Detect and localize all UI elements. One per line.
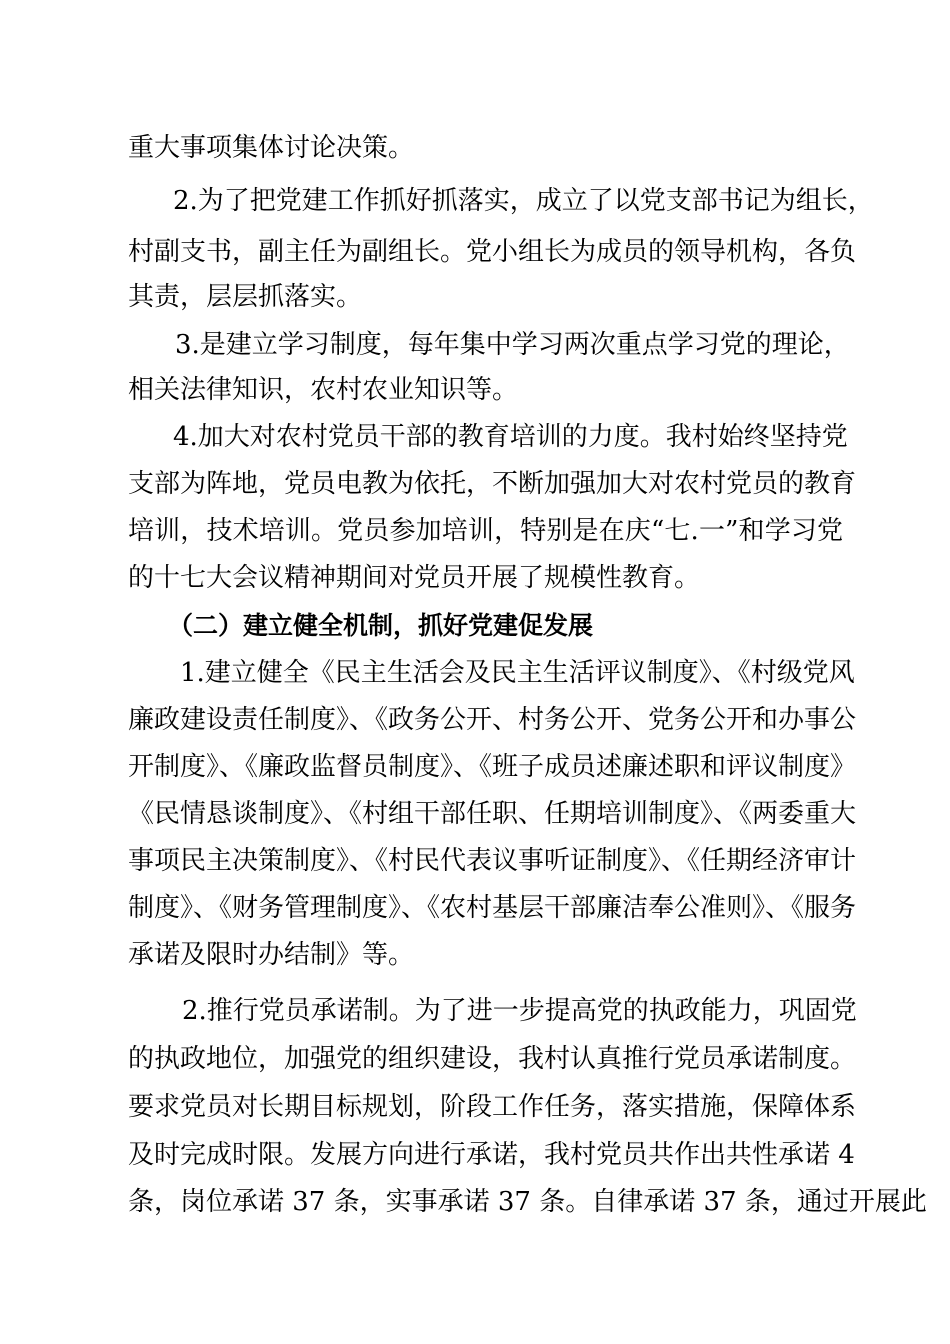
text-line: 2.推行党员承诺制。为了进一步提高党的执政能力，巩固党 [182, 996, 857, 1026]
text-line: 3.是建立学习制度，每年集中学习两次重点学习党的理论， [175, 330, 850, 360]
text-line: 事项民主决策制度》、《村民代表议事听证制度》、《任期经济审计 [128, 846, 857, 876]
section-heading: （二）建立健全机制，抓好党建促发展 [168, 611, 594, 640]
text-line: 1.建立健全《民主生活会及民主生活评议制度》、《村级党风 [180, 658, 855, 688]
text-line: 相关法律知识，农村农业知识等。 [128, 375, 519, 405]
text-line: 开制度》、《廉政监督员制度》、《班子成员述廉述职和评议制度》 [128, 752, 857, 782]
text-line: 及时完成时限。发展方向进行承诺，我村党员共作出共性承诺 4 [128, 1140, 855, 1170]
text-line: 制度》、《财务管理制度》、《农村基层干部廉洁奉公准则》、《服务 [128, 893, 857, 923]
text-line: 条，岗位承诺 37 条，实事承诺 37 条。自律承诺 37 条，通过开展此 [128, 1187, 927, 1217]
text-line: 培训，技术培训。党员参加培训，特别是在庆“七.一”和学习党 [128, 516, 843, 546]
text-line: 的执政地位，加强党的组织建设，我村认真推行党员承诺制度。 [128, 1044, 857, 1074]
text-line: 要求党员对长期目标规划，阶段工作任务，落实措施，保障体系 [128, 1092, 857, 1122]
text-line: 承诺及限时办结制》等。 [128, 940, 415, 970]
text-line: 村副支书，副主任为副组长。党小组长为成员的领导机构，各负 [128, 237, 857, 267]
text-line: 廉政建设责任制度》、《政务公开、村务公开、党务公开和办事公 [128, 705, 857, 735]
text-line: 4.加大对农村党员干部的教育培训的力度。我村始终坚持党 [173, 422, 848, 452]
text-line: 支部为阵地，党员电教为依托，不断加强加大对农村党员的教育 [128, 469, 857, 499]
text-line: 其责，层层抓落实。 [128, 282, 363, 312]
text-line: 《民情恳谈制度》、《村组干部任职、任期培训制度》、《两委重大 [128, 799, 857, 829]
text-line: 的十七大会议精神期间对党员开展了规模性教育。 [128, 563, 701, 593]
text-line: 重大事项集体讨论决策。 [128, 133, 415, 163]
text-line: 2.为了把党建工作抓好抓落实，成立了以党支部书记为组长， [173, 186, 874, 216]
